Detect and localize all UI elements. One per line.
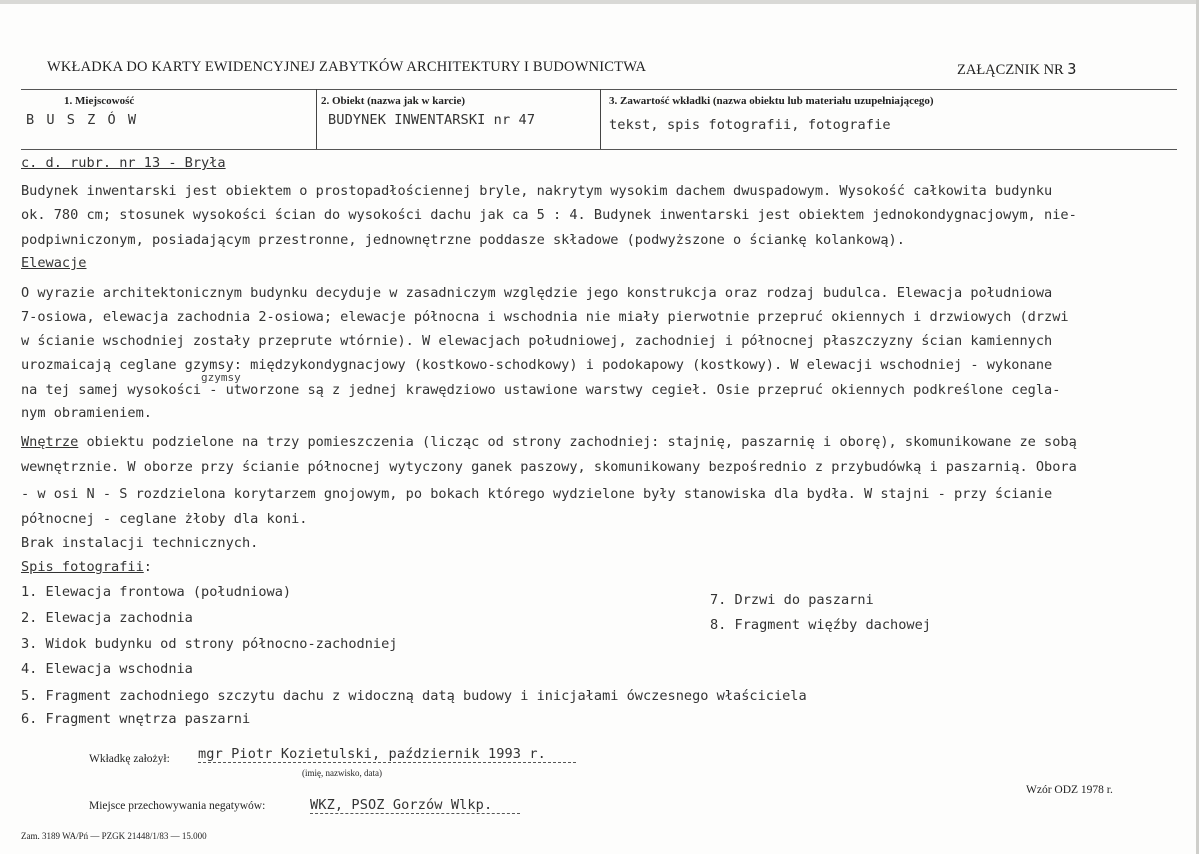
elewacje-line-3: w ścianie wschodniej zostały przeprute wtórnie). W elewacjach południowej, zachodniej i północnej płaszczyzny ścian kamiennych [21, 333, 1053, 349]
author-label: Wkładkę założył: [89, 753, 170, 765]
col1-value-locality: B U S Z Ó W [26, 112, 139, 128]
inserted-word-gzymsy: gzymsy [201, 371, 241, 384]
photo-item-5: 5. Fragment zachodniego szczytu dachu z widoczną datą budowy i inicjałami ówczesnego właściciela [21, 688, 807, 704]
wnetrze-line-1 [21, 432, 1077, 453]
col2-value-object: BUDYNEK INWENTARSKI nr 47 [328, 112, 536, 128]
photo-item-3: 3. Widok budynku od strony północno-zachodniej [21, 636, 398, 652]
wnetrze-line-5: Brak instalacji technicznych. [21, 535, 259, 551]
bryla-line-3: podpiwniczonym, posiadającym przestronne, jednownętrzne poddasze składowe (podwyższone o ściankę kolankową). [21, 232, 905, 248]
bryla-line-2: ok. 780 cm; stosunek wysokości ścian do wysokości dachu jak ca 5 : 4. Budynek inwentarski jest obiektem jednokondygnacjowym, nie- [21, 207, 1077, 223]
elewacje-line-6: nym obramieniem. [21, 405, 152, 421]
photo-item-4: 4. Elewacja wschodnia [21, 661, 193, 677]
col3-label: 3. Zawartość wkładki (nazwa obiektu lub materiału uzupełniającego) [609, 95, 934, 107]
author-value: mgr Piotr Kozietulski, październik 1993 r. [198, 746, 576, 763]
section-bryla-heading [21, 153, 226, 174]
column-divider-2 [600, 89, 601, 149]
section-elewacje-heading [21, 253, 86, 274]
author-caption: (imię, nazwisko, data) [302, 768, 382, 778]
elewacje-line-4: urozmaicają ceglane gzymsy: międzykondygnacjowy (kostkowo-schodkowy) i podokapowy (kostkowy). W elewacji wschodniej - wykonane [21, 357, 1053, 373]
section-bryla-text: c. d. rubr. nr 13 - Bryła [21, 155, 226, 171]
section-spis-text: Spis fotografii [21, 559, 144, 575]
column-divider-1 [316, 89, 317, 149]
section-spis-heading [21, 557, 152, 578]
photo-item-1: 1. Elewacja frontowa (południowa) [21, 584, 292, 600]
section-elewacje-text: Elewacje [21, 255, 87, 271]
scan-edge-top [0, 0, 1199, 4]
wnetrze-line-4: północnej - ceglane żłoby dla koni. [21, 511, 308, 527]
col1-label: 1. Miejscowość [64, 95, 135, 107]
form-reference: Wzór ODZ 1978 r. [1026, 784, 1113, 796]
annex-label-text: ZAŁĄCZNIK NR [957, 62, 1064, 78]
elewacje-line-2: 7-osiowa, elewacja zachodnia 2-osiowa; elewacje północna i wschodnia nie miały pierwotnie przepruć okiennych i drzwiowych (drzwi [21, 309, 1069, 325]
form-title: WKŁADKA DO KARTY EWIDENCYJNEJ ZABYTKÓW ARCHITEKTURY I BUDOWNICTWA [47, 59, 647, 75]
elewacje-line-1: O wyrazie architektonicznym budynku decyduje w zasadniczym względzie jego konstrukcja oraz rodzaj budulca. Elewacja południowa [21, 285, 1053, 301]
wnetrze-line-2: wewnętrznie. W oborze przy ścianie północnej wytyczony ganek paszowy, skomunikowany bezpośrednio z przybudówką i paszarnią. Obora [21, 459, 1077, 475]
bryla-line-1: Budynek inwentarski jest obiektem o prostopadłościennej bryle, nakrytym wysokim dachem dwuspadowym. Wysokość całkowita budynku [21, 183, 1053, 199]
elewacje-line-5: na tej samej wysokości - utworzone są z jednej krawędziowo ustawione warstwy cegieł. Osie przepruć okiennych podkreślone cegla- [21, 382, 1061, 398]
photo-item-2: 2. Elewacja zachodnia [21, 610, 193, 626]
photo-item-8: 8. Fragment więźby dachowej [710, 617, 931, 633]
table-bottom-rule [21, 149, 1177, 150]
col2-label: 2. Obiekt (nazwa jak w karcie) [321, 95, 466, 107]
storage-value: WKZ, PSOZ Gorzów Wlkp. [310, 797, 520, 814]
wnetrze-line-1-text: obiektu podzielone na trzy pomieszczenia (licząc od strony zachodniej: stajnię, paszarnię i oborę), skomunikowane ze sobą [78, 434, 1077, 450]
print-reference: Zam. 3189 WA/Pń — PZGK 21448/1/83 — 15.000 [21, 831, 207, 841]
section-wnetrze-text: Wnętrze [21, 434, 79, 450]
photo-item-7: 7. Drzwi do paszarni [710, 592, 874, 608]
section-spis-colon: : [143, 559, 152, 575]
photo-item-6: 6. Fragment wnętrza paszarni [21, 711, 251, 727]
col3-value-contents: tekst, spis fotografii, fotografie [609, 117, 891, 133]
annex-number: 3 [1067, 60, 1077, 78]
storage-label: Miejsce przechowywania negatywów: [89, 800, 266, 812]
wnetrze-line-3: - w osi N - S rozdzielona korytarzem gnojowym, po bokach którego wydzielone były stanowiska dla bydła. W stajni - przy ścianie [21, 486, 1053, 502]
annex-label [957, 60, 1076, 79]
table-top-rule [21, 89, 1177, 90]
